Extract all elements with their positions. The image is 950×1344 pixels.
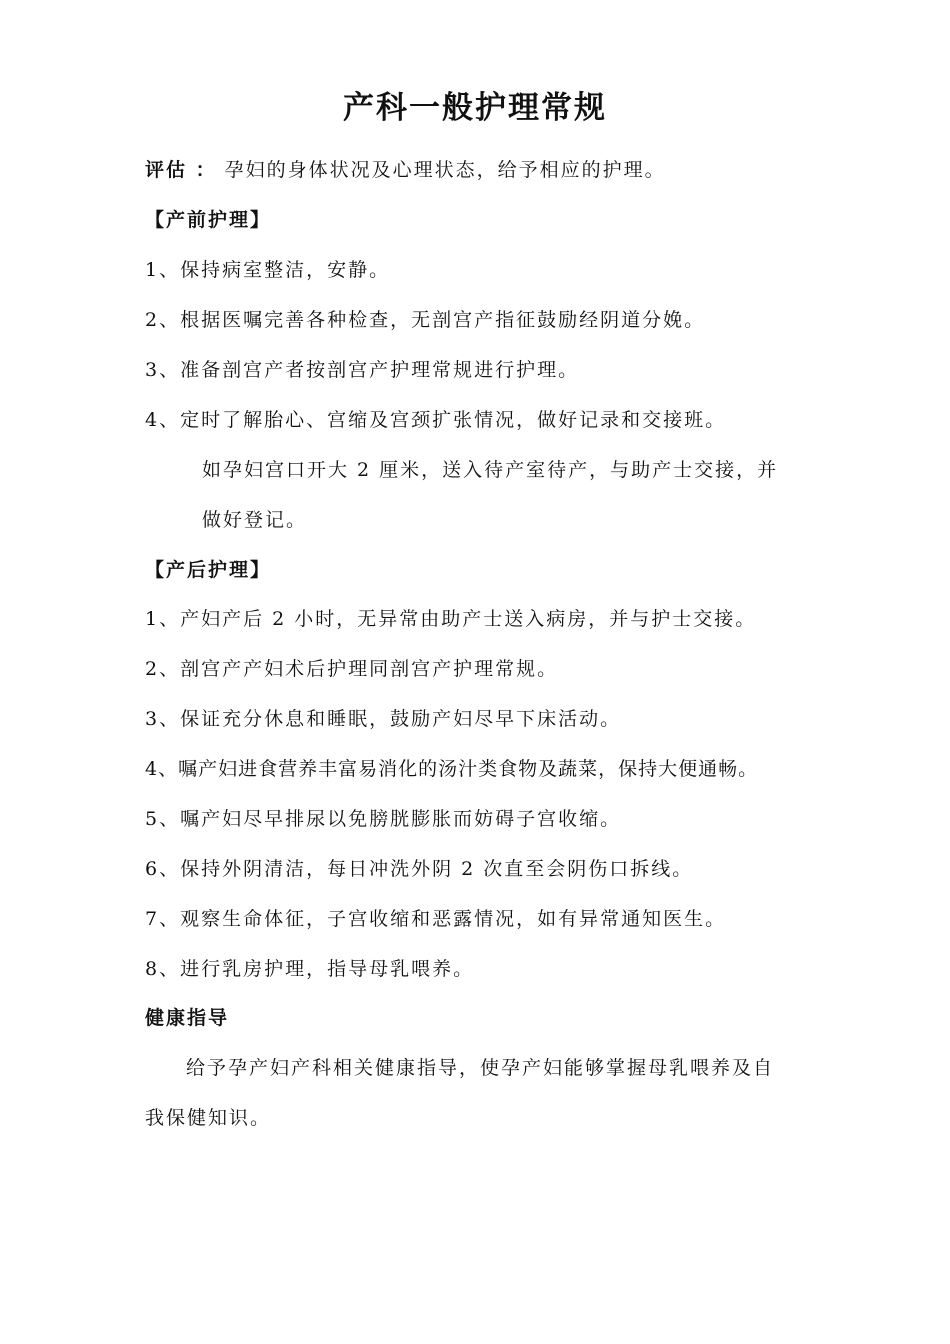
postnatal-item: 6、保持外阴清洁，每日冲洗外阴 2 次直至会阴伤口拆线。 bbox=[145, 858, 694, 880]
postnatal-heading: 【产后护理】 bbox=[145, 559, 272, 581]
health-guidance-heading: 健康指导 bbox=[145, 1007, 230, 1029]
assessment-text: 孕妇的身体状况及心理状态，给予相应的护理。 bbox=[224, 159, 666, 181]
antenatal-item: 1、保持病室整洁，安静。 bbox=[145, 259, 391, 281]
assessment-label: 评估 ： bbox=[145, 159, 217, 181]
antenatal-note-line: 如孕妇宫口开大 2 厘米，送入待产室待产，与助产士交接，并 bbox=[202, 459, 779, 481]
postnatal-item: 7、观察生命体征，子宫收缩和恶露情况，如有异常通知医生。 bbox=[145, 908, 727, 930]
antenatal-item: 2、根据医嘱完善各种检查，无剖宫产指征鼓励经阴道分娩。 bbox=[145, 309, 706, 331]
assessment-line bbox=[145, 155, 666, 185]
antenatal-item: 4、定时了解胎心、宫缩及宫颈扩张情况，做好记录和交接班。 bbox=[145, 409, 727, 431]
health-guidance-text-line: 给予孕产妇产科相关健康指导，使孕产妇能够掌握母乳喂养及自 bbox=[186, 1057, 775, 1079]
postnatal-item: 1、产妇产后 2 小时，无异常由助产士送入病房，并与护士交接。 bbox=[145, 608, 757, 630]
postnatal-item: 2、剖宫产产妇术后护理同剖宫产护理常规。 bbox=[145, 658, 559, 680]
antenatal-note-line: 做好登记。 bbox=[202, 509, 308, 531]
health-guidance-text-line: 我保健知识。 bbox=[145, 1107, 272, 1129]
postnatal-item: 4、嘱产妇进食营养丰富易消化的汤汁类食物及蔬菜，保持大便通畅。 bbox=[145, 758, 759, 780]
antenatal-heading: 【产前护理】 bbox=[145, 209, 272, 231]
postnatal-item: 3、保证充分休息和睡眠，鼓励产妇尽早下床活动。 bbox=[145, 708, 622, 730]
page-title: 产科一般护理常规 bbox=[343, 90, 607, 126]
postnatal-item: 5、嘱产妇尽早排尿以免膀胱膨胀而妨碍子宫收缩。 bbox=[145, 808, 622, 830]
postnatal-item: 8、进行乳房护理，指导母乳喂养。 bbox=[145, 958, 475, 980]
antenatal-item: 3、准备剖宫产者按剖宫产护理常规进行护理。 bbox=[145, 359, 580, 381]
